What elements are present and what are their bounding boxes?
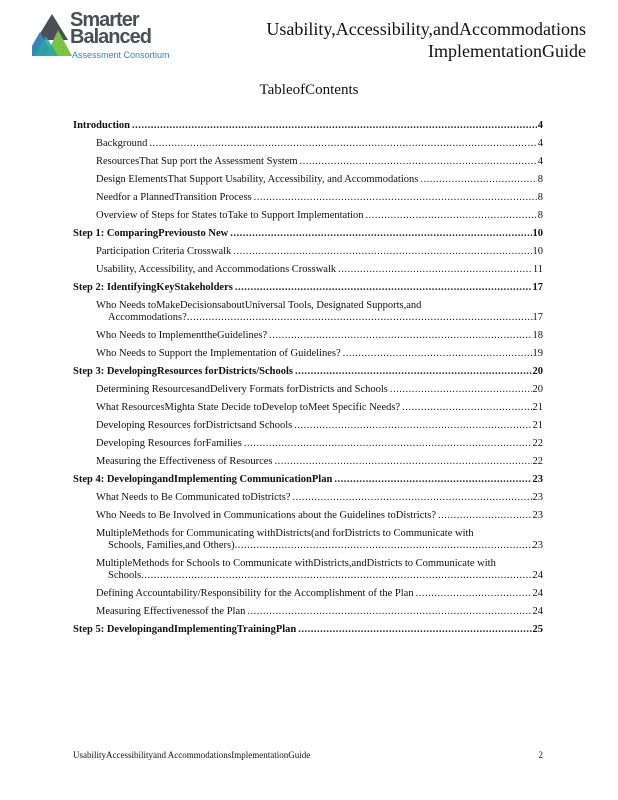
toc-entry-page: 4	[537, 156, 543, 167]
toc-entry[interactable]	[73, 510, 543, 522]
toc-dot-leader	[235, 540, 533, 552]
toc-entry-page: 23	[532, 510, 543, 521]
footer-page-number: 2	[538, 750, 543, 760]
toc-entry[interactable]	[73, 558, 543, 582]
toc-entry-title: What Needs to Be Communicated toDistricts?	[96, 492, 291, 503]
toc-entry-page: 23	[532, 492, 543, 503]
toc-entry-title: Participation Criteria Crosswalk	[96, 246, 232, 257]
toc-section-entry[interactable]	[73, 282, 543, 294]
toc-entry[interactable]	[73, 210, 543, 222]
toc-entry[interactable]	[73, 264, 543, 276]
toc-entry-page: 8	[537, 192, 543, 203]
toc-entry[interactable]	[73, 192, 543, 204]
toc-dot-leader	[343, 348, 532, 360]
toc-entry-page: 10	[532, 228, 543, 239]
toc-entry-page: 23	[532, 474, 543, 485]
toc-entry[interactable]	[73, 300, 543, 324]
toc-dot-leader	[269, 330, 531, 342]
toc-entry[interactable]	[73, 588, 543, 600]
document-title	[266, 18, 586, 62]
toc-dot-leader	[230, 228, 531, 240]
toc-entry[interactable]	[73, 138, 543, 150]
toc-entry-page: 24	[532, 570, 543, 581]
toc-entry-page: 4	[537, 120, 543, 131]
toc-entry-title: Background	[96, 138, 148, 149]
toc-entry-page: 22	[532, 438, 543, 449]
toc-section-entry[interactable]	[73, 624, 543, 636]
toc-entry-title: Step 4: DevelopingandImplementing CommunicationPlan	[73, 474, 333, 485]
toc-dot-leader	[420, 174, 536, 186]
toc-entry-title-cont: Accommodations?	[108, 312, 187, 323]
document-title-line1: Usability,Accessibility,andAccommodations	[266, 19, 586, 39]
toc-dot-leader	[247, 606, 531, 618]
toc-dot-leader	[438, 510, 531, 522]
toc-entry-page: 17	[532, 282, 543, 293]
toc-entry[interactable]	[73, 528, 543, 552]
toc-entry-title: Usability, Accessibility, and Accommodations Crosswalk	[96, 264, 337, 275]
toc-entry-page: 18	[532, 330, 543, 341]
toc-entry[interactable]	[73, 492, 543, 504]
toc-entry[interactable]	[73, 174, 543, 186]
toc-dot-leader	[141, 570, 532, 582]
toc-entry-page: 25	[532, 624, 543, 635]
toc-entry-page: 24	[532, 588, 543, 599]
toc-entry-title-cont: Schools	[108, 570, 142, 581]
toc-dot-leader	[233, 246, 531, 258]
toc-entry[interactable]	[73, 330, 543, 342]
toc-entry-title: ResourcesThat Sup port the Assessment System	[96, 156, 298, 167]
toc-entry[interactable]	[73, 606, 543, 618]
toc-entry-title: MultipleMethods for Communicating withDistricts(and forDistricts to Communicate with	[96, 528, 474, 539]
logo-wordmark	[70, 9, 151, 48]
toc-dot-leader	[416, 588, 532, 600]
toc-section-entry[interactable]	[73, 366, 543, 378]
toc-entry-title: Who Needs to Support the Implementation of Guidelines?	[96, 348, 341, 359]
toc-entry-title: Who Needs to ImplementtheGuidelines?	[96, 330, 268, 341]
toc-dot-leader	[235, 282, 532, 294]
toc-entry-title: Overview of Steps for States toTake to Support Implementation	[96, 210, 364, 221]
toc-entry-title: Needfor a PlannedTransition Process	[96, 192, 252, 203]
toc-heading: TableofContents	[259, 82, 359, 98]
toc-entry-title: Step 3: DevelopingResources forDistricts/Schools	[73, 366, 293, 377]
toc-entry-page: 4	[537, 138, 543, 149]
toc-entry-title: Measuring Effectivenessof the Plan	[96, 606, 246, 617]
toc-entry-page: 11	[532, 264, 543, 275]
toc-entry-page: 21	[532, 420, 543, 431]
toc-section-entry[interactable]	[73, 120, 543, 132]
toc-entry-page: 10	[532, 246, 543, 257]
toc-section-entry[interactable]	[73, 228, 543, 240]
toc-dot-leader	[132, 120, 537, 132]
document-title-line2: ImplementationGuide	[428, 41, 586, 61]
toc-dot-leader	[244, 438, 532, 450]
toc-entry-title: Determining ResourcesandDelivery Formats forDistricts and Schools	[96, 384, 388, 395]
toc-dot-leader	[334, 474, 531, 486]
toc-entry-title: Design ElementsThat Support Usability, Accessibility, and Accommodations	[96, 174, 419, 185]
logo-line-smarter: Smarter	[70, 9, 139, 31]
toc-dot-leader	[149, 138, 536, 150]
toc-dot-leader	[293, 492, 532, 504]
toc-entry-title: Developing Resources forDistrictsand Schools	[96, 420, 293, 431]
toc-entry-title: Step 5: DevelopingandImplementingTrainingPlan	[73, 624, 297, 635]
toc-entry-title: What ResourcesMighta State Decide toDevelop toMeet Specific Needs?	[96, 402, 401, 413]
toc-dot-leader	[300, 156, 537, 168]
toc-entry-title: Step 1: ComparingPreviousto New	[73, 228, 229, 239]
toc-entry-title: Defining Accountability/Responsibility for the Accomplishment of the Plan	[96, 588, 414, 599]
toc-dot-leader	[275, 456, 532, 468]
toc-entry-title: Who Needs to Be Involved in Communications about the Guidelines toDistricts?	[96, 510, 437, 521]
toc-entry-title: MultipleMethods for Schools to Communicate withDistricts,andDistricts to Communicate with	[96, 558, 496, 569]
toc-entry[interactable]	[73, 402, 543, 414]
toc-entry-title: Who Needs toMakeDecisionsaboutUniversal Tools, Designated Supports,and	[96, 300, 422, 311]
toc-entry-page: 8	[537, 210, 543, 221]
toc-dot-leader	[402, 402, 531, 414]
toc-dot-leader	[187, 312, 533, 324]
toc-entry-page: 23	[532, 540, 543, 551]
toc-entry-title: Developing Resources forFamilies	[96, 438, 242, 449]
toc-entry-page: 21	[532, 402, 543, 413]
toc-dot-leader	[390, 384, 532, 396]
toc-dot-leader	[338, 264, 532, 276]
logo-triangles-icon	[32, 12, 72, 58]
toc-entry-page: 24	[532, 606, 543, 617]
toc-entry-title-cont: Schools, Families,and Others)	[108, 540, 235, 551]
toc-entry[interactable]	[73, 420, 543, 432]
toc-dot-leader	[254, 192, 537, 204]
toc-entry-title: Measuring the Effectiveness of Resources	[96, 456, 273, 467]
toc-dot-leader	[298, 624, 531, 636]
page-footer	[73, 750, 543, 760]
toc-entry[interactable]	[73, 246, 543, 258]
toc-entry-page: 20	[532, 384, 543, 395]
toc-entry[interactable]	[73, 348, 543, 360]
toc-section-entry[interactable]	[73, 474, 543, 486]
logo-subtitle: Assessment Consortium	[72, 50, 170, 60]
footer-title: UsabilityAccessibilityand AccommodationsImplementationGuide	[73, 750, 311, 760]
toc-entry-page: 17	[532, 312, 543, 323]
toc-entry-title: Step 2: IdentifyingKeyStakeholders	[73, 282, 233, 293]
toc-entry[interactable]	[73, 456, 543, 468]
toc-entry[interactable]	[73, 384, 543, 396]
toc-dot-leader	[294, 420, 531, 432]
toc-entry-title: Introduction	[73, 120, 130, 131]
toc-entry[interactable]	[73, 438, 543, 450]
logo-line-balanced: Balanced	[70, 26, 151, 48]
toc-dot-leader	[366, 210, 537, 222]
toc-entry[interactable]	[73, 156, 543, 168]
toc-entry-page: 19	[532, 348, 543, 359]
toc-entry-page: 20	[532, 366, 543, 377]
toc-entry-page: 8	[537, 174, 543, 185]
table-of-contents	[73, 120, 543, 642]
toc-entry-page: 22	[532, 456, 543, 467]
toc-dot-leader	[295, 366, 532, 378]
